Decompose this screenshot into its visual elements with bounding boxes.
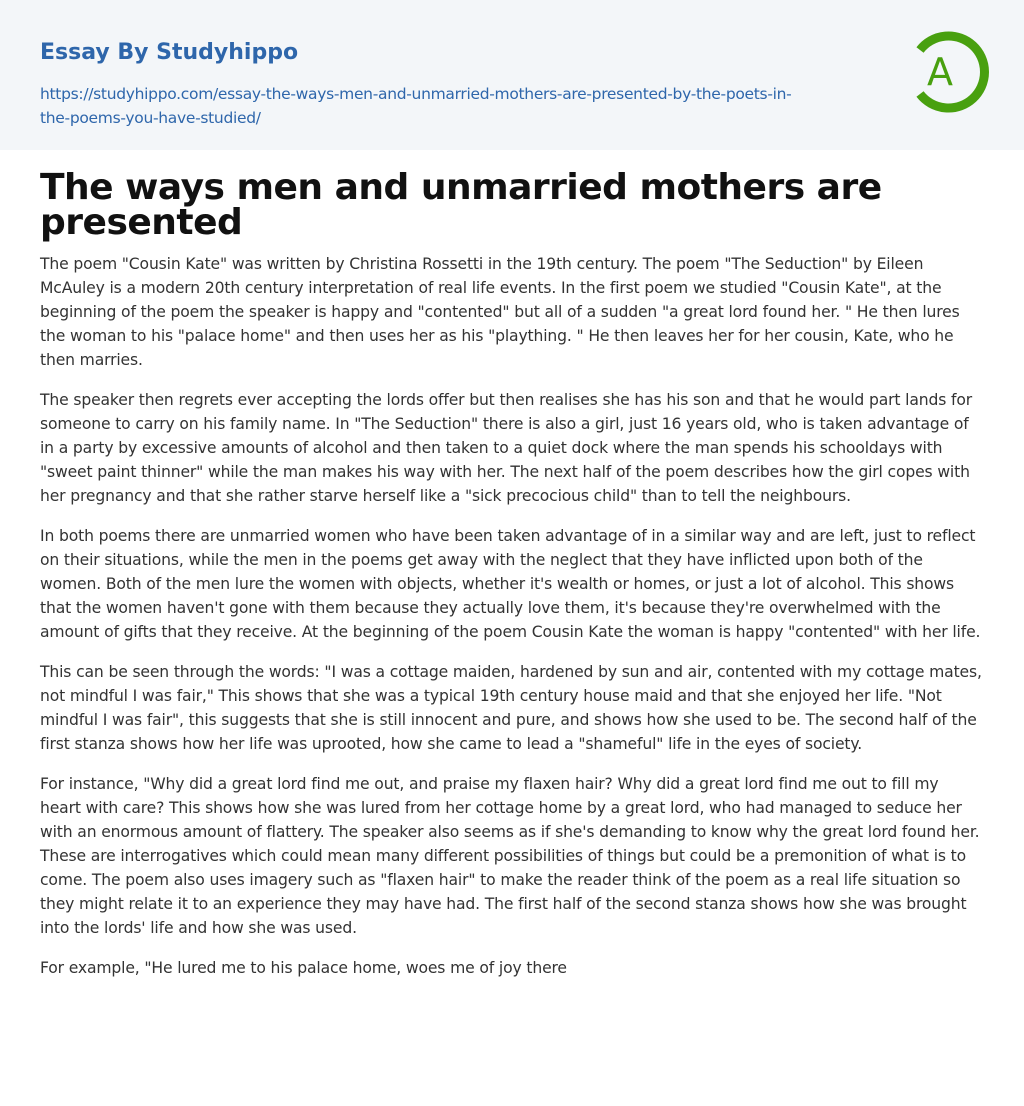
brand-title: Essay By Studyhippo xyxy=(40,40,299,65)
article xyxy=(0,150,1024,980)
paragraph: For instance, "Why did a great lord find me out, and praise my flaxen hair? Why did a great lord find me out to fill my heart with care? This shows how she was lured from her cottage home by a great lord, who had managed to seduce her with an enormous amount of flattery. The speaker also seems as if she's demanding to know why the great lord found her. These are interrogatives which could mean many different possibilities of things but could be a premonition of what is to come. The poem also uses imagery such as "flaxen hair" to make the reader think of the poem as a real life situation so they might relate it to an experience they may have had. The first half of the second stanza shows how she was brought into the lords' life and how she was used. xyxy=(40,775,980,937)
paragraph: For example, "He lured me to his palace home, woes me of joy there xyxy=(40,959,567,977)
essay-url-link[interactable]: https://studyhippo.com/essay-the-ways-men-and-unmarried-mothers-are-presented-by-the-poets-in-the-poems-you-have-studied/ xyxy=(40,85,792,127)
paragraph: The speaker then regrets ever accepting the lords offer but then realises she has his son and that he would part lands for someone to carry on his family name. In "The Seduction" there is also a girl, just 16 years old, who is taken advantage of in a party by excessive amounts of alcohol and then taken to a quiet dock where the man spends his schooldays with "sweet paint thinner" while the man makes his way with her. The next half of the poem describes how the girl copes with her pregnancy and that she rather starve herself like a "sick precocious child" than to tell the neighbours. xyxy=(40,391,972,505)
page-title: The ways men and unmarried mothers are presented xyxy=(40,167,882,243)
article-body xyxy=(40,240,984,980)
site-header xyxy=(0,0,1024,150)
paragraph: The poem "Cousin Kate" was written by Christina Rossetti in the 19th century. The poem "The Seduction" by Eileen McAuley is a modern 20th century interpretation of real life events. In the first poem we studied "Cousin Kate", at the beginning of the poem the speaker is happy and "contented" but all of a sudden "a great lord found her. " He then lures the woman to his "palace home" and then uses her as his "plaything. " He then leaves her for her cousin, Kate, who he then marries. xyxy=(40,255,960,369)
paragraph: In both poems there are unmarried women who have been taken advantage of in a similar way and are left, just to reflect on their situations, while the men in the poems get away with the neglect that they have inflicted upon both of the women. Both of the men lure the women with objects, whether it's wealth or homes, or just a lot of alcohol. This shows that the women haven't gone with them because they actually love them, it's because they're overwhelmed with the amount of gifts that they receive. At the beginning of the poem Cousin Kate the woman is happy "contented" with her life. xyxy=(40,527,981,641)
paragraph: This can be seen through the words: "I was a cottage maiden, hardened by sun and air, contented with my cottage mates, not mindful I was fair," This shows that she was a typical 19th century house maid and that she enjoyed her life. "Not mindful I was fair", this suggests that she is still innocent and pure, and shows how she used to be. The second half of the first stanza shows how her life was uprooted, how she came to lead a "shameful" life in the eyes of society. xyxy=(40,663,982,753)
studyhippo-logo-icon xyxy=(906,28,990,116)
logo-letter: A xyxy=(927,50,953,94)
